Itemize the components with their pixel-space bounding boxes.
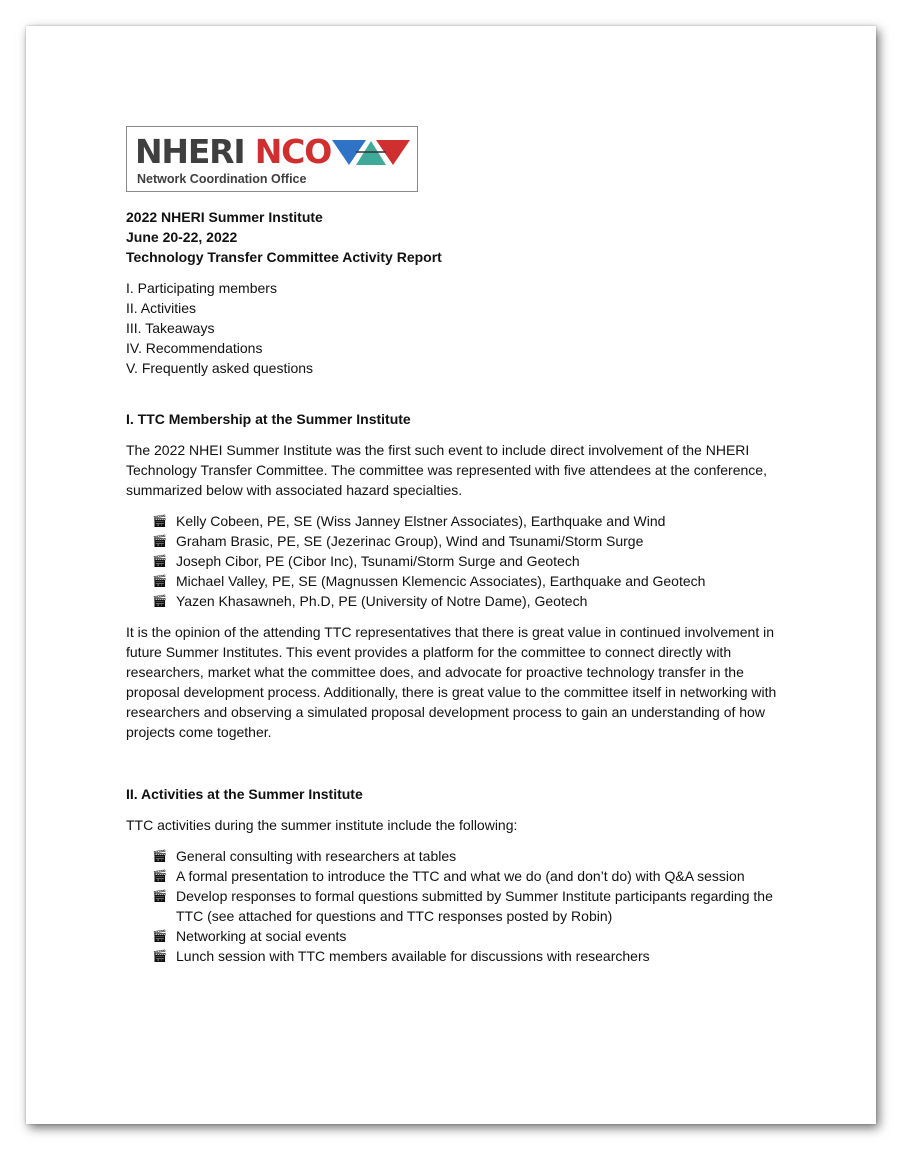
activity-list <box>126 846 786 966</box>
logo-subtitle: Network Coordination Office <box>137 172 307 186</box>
clapperboard-icon: 🎬︎ <box>152 554 168 568</box>
list-item-text: Networking at social events <box>176 928 347 944</box>
clapperboard-icon: 🎬︎ <box>152 889 168 903</box>
document-content <box>126 126 786 966</box>
section-1-intro: The 2022 NHEI Summer Institute was the first such event to include direct involvement of the NHERI Technology Transfer Committee. The committee was represented with five attendees at the conference, summarized below with associated hazard specialties. <box>126 442 767 498</box>
clapperboard-icon: 🎬︎ <box>152 929 168 943</box>
clapperboard-icon: 🎬︎ <box>152 514 168 528</box>
report-title-line: 2022 NHERI Summer Institute <box>126 209 323 225</box>
list-item <box>126 511 786 531</box>
list-item <box>126 866 786 886</box>
nheri-nco-logo <box>126 126 418 192</box>
section-1-heading: I. TTC Membership at the Summer Institute <box>126 411 411 427</box>
section-1-closing: It is the opinion of the attending TTC representatives that there is great value in continued involvement in future Summer Institutes. This event provides a platform for the committee to connect directly with researchers, market what the committee does, and advocate for proactive technology transfer in the proposal development process. Additionally, there is great value to the committee itself in networking with researchers and observing a simulated proposal development process to gain an understanding of how projects come together. <box>126 624 777 740</box>
clapperboard-icon: 🎬︎ <box>152 534 168 548</box>
member-list <box>126 511 786 611</box>
section-2-heading: II. Activities at the Summer Institute <box>126 786 363 802</box>
clapperboard-icon: 🎬︎ <box>152 594 168 608</box>
clapperboard-icon: 🎬︎ <box>152 869 168 883</box>
report-header <box>126 207 786 267</box>
list-item <box>126 571 786 591</box>
toc-item: V. Frequently asked questions <box>126 360 314 376</box>
list-item <box>126 551 786 571</box>
list-item-text: Lunch session with TTC members available for discussions with researchers <box>176 948 650 964</box>
list-item <box>126 531 786 551</box>
toc-item: I. Participating members <box>126 280 277 296</box>
list-item <box>126 886 786 926</box>
report-date-line: June 20-22, 2022 <box>126 229 238 245</box>
list-item-text: A formal presentation to introduce the TTC and what we do (and don’t do) with Q&A session <box>176 868 745 884</box>
toc-item: III. Takeaways <box>126 320 215 336</box>
list-item-text: Michael Valley, PE, SE (Magnussen Klemencic Associates), Earthquake and Geotech <box>176 573 706 589</box>
toc-item: IV. Recommendations <box>126 340 263 356</box>
list-item <box>126 591 786 611</box>
section-2-intro: TTC activities during the summer institute include the following: <box>126 817 518 833</box>
report-subtitle-line: Technology Transfer Committee Activity Report <box>126 249 442 265</box>
list-item <box>126 926 786 946</box>
list-item-text: Graham Brasic, PE, SE (Jezerinac Group), Wind and Tsunami/Storm Surge <box>176 533 644 549</box>
list-item <box>126 846 786 866</box>
list-item-text: Joseph Cibor, PE (Cibor Inc), Tsunami/Storm Surge and Geotech <box>176 553 580 569</box>
list-item-text: General consulting with researchers at tables <box>176 848 457 864</box>
logo-nheri-text: NHERI <box>135 132 245 171</box>
clapperboard-icon: 🎬︎ <box>152 949 168 963</box>
document-page <box>26 26 876 1124</box>
list-item <box>126 946 786 966</box>
list-item-text: Yazen Khasawneh, Ph.D, PE (University of Notre Dame), Geotech <box>176 593 588 609</box>
table-of-contents <box>126 278 786 378</box>
logo-nco-text: NCO <box>254 132 332 171</box>
logo-wordmark <box>135 130 331 174</box>
logo-triangles-icon <box>332 137 410 169</box>
toc-item: II. Activities <box>126 300 197 316</box>
list-item-text: Kelly Cobeen, PE, SE (Wiss Janney Elstner Associates), Earthquake and Wind <box>176 513 666 529</box>
clapperboard-icon: 🎬︎ <box>152 574 168 588</box>
clapperboard-icon: 🎬︎ <box>152 849 168 863</box>
list-item-text: Develop responses to formal questions submitted by Summer Institute participants regarding the TTC (see attached for questions and TTC responses posted by Robin) <box>176 888 773 924</box>
